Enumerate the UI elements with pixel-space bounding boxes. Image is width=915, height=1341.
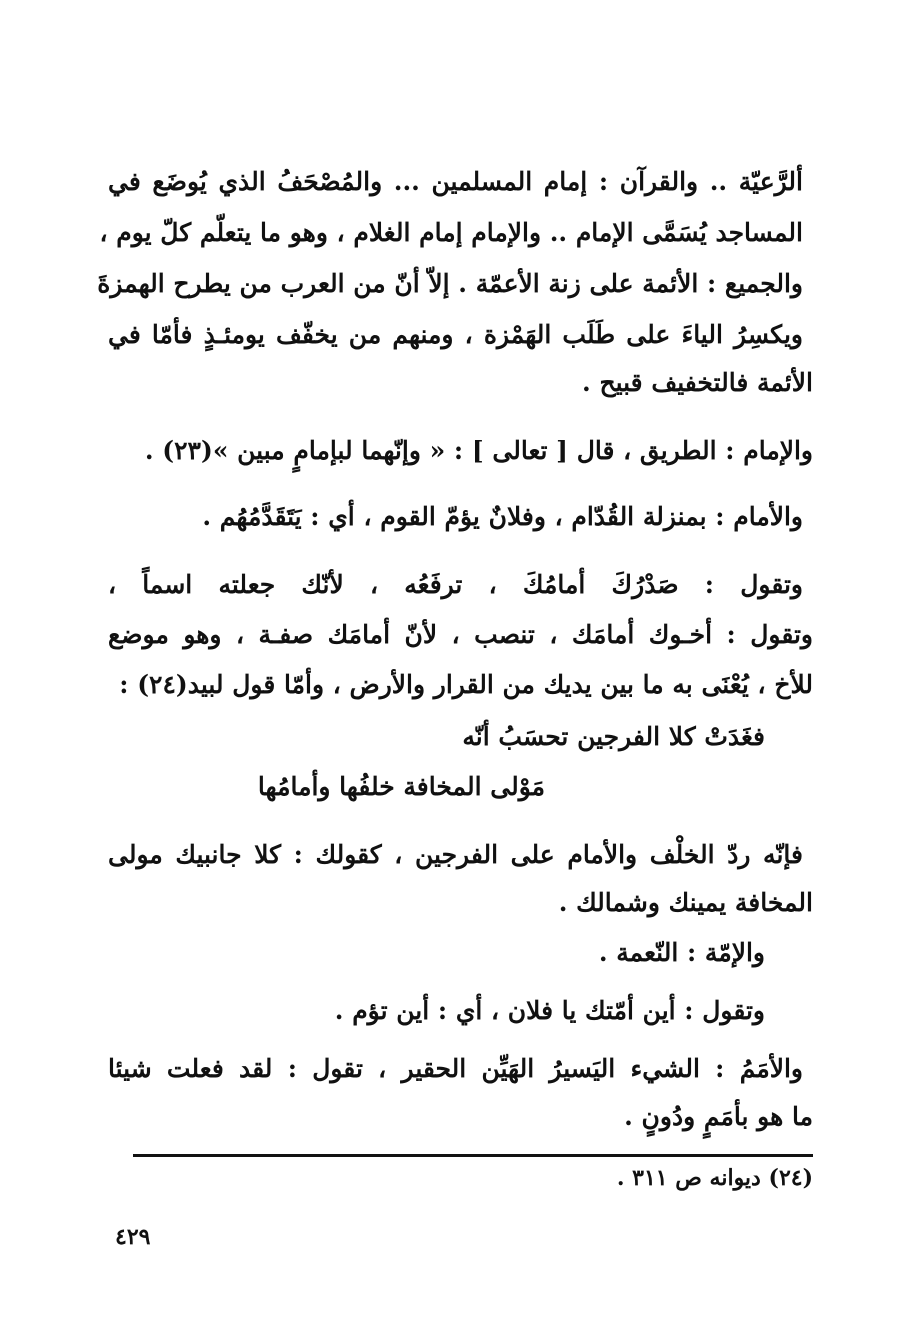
text-line: وتقول : أين أمّتك يا فلان ، أي : أين تؤم . bbox=[334, 996, 765, 1025]
text-line: للأخ ، يُعْنَى به ما بين يديك من القرار والأرض ، وأمّا قول لبيد(٢٤) : bbox=[119, 670, 813, 699]
verse-line: فغَدَتْ كلا الفرجين تحسَبُ أنّه bbox=[462, 722, 765, 751]
footnote: (٢٤) ديوانه ص ٣١١ . bbox=[616, 1165, 813, 1191]
text-line: ما هو بأمَمٍ ودُونٍ . bbox=[624, 1102, 813, 1131]
text-line: والأمام : بمنزلة القُدّام ، وفلانٌ يؤمّ القوم ، أي : يَتَقَدَّمُهُم . bbox=[202, 502, 803, 531]
text-line: ألرَّعيّة .. والقرآن : إمام المسلمين ... والمُصْحَفُ الذي يُوضَع في bbox=[108, 167, 803, 196]
verse-line: مَوْلى المخافة خلفُها وأمامُها bbox=[257, 772, 545, 801]
text-line: المساجد يُسَمَّى الإمام .. والإمام إمام الغلام ، وهو ما يتعلّم كلّ يوم ، bbox=[99, 218, 803, 247]
text-line: والإمّة : النّعمة . bbox=[598, 938, 765, 967]
text-line: والجميع : الأئمة على زنة الأعمّة . إلاّ أنّ من العرب من يطرح الهمزةَ bbox=[97, 269, 803, 298]
footnote-divider bbox=[133, 1154, 813, 1157]
page-number: ٤٢٩ bbox=[115, 1224, 151, 1250]
text-line: وتقول : أخـوك أمامَك ، تنصب ، لأنّ أمامَك صفـة ، وهو موضع bbox=[108, 620, 813, 649]
text-line: والإمام : الطريق ، قال [ تعالى ] : « وإنّهما لبإمامٍ مبين »(٢٣) . bbox=[144, 436, 813, 465]
text-line: والأمَمُ : الشيء اليَسيرُ الهَيِّن الحقير ، تقول : لقد فعلت شيئا bbox=[108, 1054, 803, 1083]
text-line: المخافة يمينك وشمالك . bbox=[558, 888, 813, 917]
text-line: وتقول : صَدْرُكَ أمامُكَ ، ترفَعُه ، لأنّك جعلته اسماً ، bbox=[108, 570, 803, 599]
text-line: الأئمة فالتخفيف قبيح . bbox=[582, 368, 813, 397]
text-line: ويكسِرُ الياءَ على طَلَب الهَمْزة ، ومنهم من يخفّف يومئـذٍ فأمّا في bbox=[108, 320, 803, 349]
text-line: فإنّه ردّ الخلْف والأمام على الفرجين ، كقولك : كلا جانبيك مولى bbox=[108, 840, 803, 869]
